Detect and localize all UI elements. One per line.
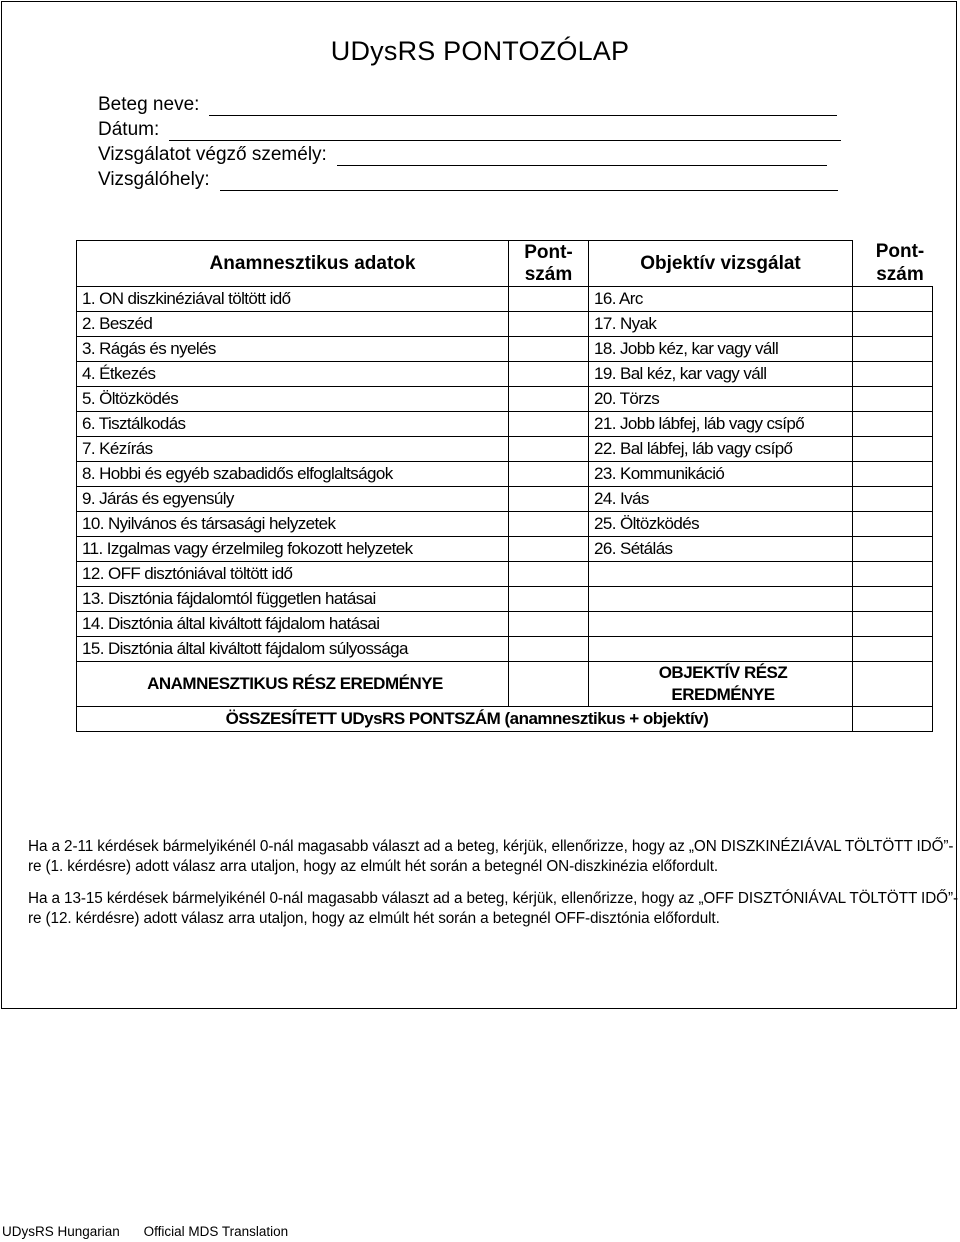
- objective-score-cell[interactable]: [853, 312, 933, 337]
- objective-header: Objektív vizsgálat: [589, 241, 853, 287]
- objective-item: [589, 587, 853, 612]
- examiner-row: [98, 144, 827, 166]
- anamnestic-item: 5. Öltözködés: [77, 387, 509, 412]
- total-score-cell[interactable]: [853, 707, 933, 732]
- anamnestic-item: 12. OFF disztóniával töltött idő: [77, 562, 509, 587]
- objective-item: 19. Bal kéz, kar vagy váll: [589, 362, 853, 387]
- location-label: Vizsgálóhely:: [98, 169, 210, 190]
- objective-item: 26. Sétálás: [589, 537, 853, 562]
- anamnestic-item: 7. Kézírás: [77, 437, 509, 462]
- anamnestic-score-cell[interactable]: [509, 287, 589, 312]
- table-row: [77, 562, 933, 587]
- location-field[interactable]: [220, 172, 838, 191]
- table-row: [77, 462, 933, 487]
- anamnestic-score-cell[interactable]: [509, 587, 589, 612]
- patient-name-row: [98, 94, 837, 116]
- anamnestic-item: 9. Járás és egyensúly: [77, 487, 509, 512]
- instructions: [28, 837, 958, 941]
- objective-score-cell: [853, 587, 933, 612]
- objective-score-cell[interactable]: [853, 462, 933, 487]
- objective-score-cell[interactable]: [853, 437, 933, 462]
- page-title: UDysRS PONTOZÓLAP: [330, 36, 630, 66]
- result-row: [77, 662, 933, 707]
- anamnestic-score-cell[interactable]: [509, 412, 589, 437]
- objective-points-header-line1: Pont-: [875, 241, 925, 262]
- objective-item: 22. Bal lábfej, láb vagy csípő: [589, 437, 853, 462]
- total-row: [77, 707, 933, 732]
- anamnestic-item: 10. Nyilvános és társasági helyzetek: [77, 512, 509, 537]
- objective-score-cell[interactable]: [853, 387, 933, 412]
- anamnestic-score-cell[interactable]: [509, 437, 589, 462]
- table-row: [77, 312, 933, 337]
- objective-points-header: [860, 240, 940, 286]
- location-row: [98, 169, 838, 191]
- anamnestic-points-header: [509, 241, 589, 287]
- objective-item: 16. Arc: [589, 287, 853, 312]
- objective-result-label: [589, 662, 853, 707]
- examiner-field[interactable]: [337, 147, 827, 166]
- date-row: [98, 119, 841, 141]
- anamnestic-score-cell[interactable]: [509, 637, 589, 662]
- table-header-row: [77, 241, 933, 287]
- anamnestic-header: Anamnesztikus adatok: [77, 241, 509, 287]
- objective-score-cell[interactable]: [853, 337, 933, 362]
- anamnestic-item: 8. Hobbi és egyéb szabadidős elfoglaltságok: [77, 462, 509, 487]
- anamnestic-item: 4. Étkezés: [77, 362, 509, 387]
- objective-score-cell: [853, 637, 933, 662]
- objective-score-cell[interactable]: [853, 412, 933, 437]
- objective-score-cell[interactable]: [853, 487, 933, 512]
- objective-score-cell[interactable]: [853, 537, 933, 562]
- footer: [2, 1224, 288, 1239]
- objective-item: 24. Ivás: [589, 487, 853, 512]
- anamnestic-item: 1. ON diszkinéziával töltött idő: [77, 287, 509, 312]
- anamnestic-item: 2. Beszéd: [77, 312, 509, 337]
- table-row: [77, 537, 933, 562]
- anamnestic-item: 6. Tisztálkodás: [77, 412, 509, 437]
- anamnestic-score-cell[interactable]: [509, 537, 589, 562]
- objective-points-header-line2: szám: [876, 264, 924, 285]
- anamnestic-score-cell[interactable]: [509, 312, 589, 337]
- objective-score-cell[interactable]: [853, 512, 933, 537]
- objective-result-score[interactable]: [853, 662, 933, 707]
- objective-item: [589, 637, 853, 662]
- table-row: [77, 637, 933, 662]
- anamnestic-item: 3. Rágás és nyelés: [77, 337, 509, 362]
- anamnestic-item: 15. Disztónia által kiváltott fájdalom súlyossága: [77, 637, 509, 662]
- anamnestic-score-cell[interactable]: [509, 387, 589, 412]
- objective-item: 17. Nyak: [589, 312, 853, 337]
- anamnestic-result-label: ANAMNESZTIKUS RÉSZ EREDMÉNYE: [77, 662, 509, 707]
- objective-score-cell[interactable]: [853, 362, 933, 387]
- anamnestic-score-cell[interactable]: [509, 612, 589, 637]
- table-row: [77, 512, 933, 537]
- table-row: [77, 287, 933, 312]
- date-field[interactable]: [169, 122, 841, 141]
- anamnestic-score-cell[interactable]: [509, 562, 589, 587]
- patient-name-field[interactable]: [209, 97, 837, 116]
- anamnestic-score-cell[interactable]: [509, 362, 589, 387]
- points-header-line2: szám: [524, 263, 573, 285]
- footer-left: UDysRS Hungarian: [2, 1224, 120, 1239]
- anamnestic-item: 13. Disztónia fájdalomtól független hatásai: [77, 587, 509, 612]
- objective-score-cell: [853, 562, 933, 587]
- anamnestic-item: 11. Izgalmas vagy érzelmileg fokozott helyzetek: [77, 537, 509, 562]
- total-score-label: ÖSSZESÍTETT UDysRS PONTSZÁM (anamnesztikus + objektív): [77, 707, 853, 732]
- objective-item: [589, 612, 853, 637]
- table-row: [77, 387, 933, 412]
- objective-item: 18. Jobb kéz, kar vagy váll: [589, 337, 853, 362]
- objective-item: 20. Törzs: [589, 387, 853, 412]
- anamnestic-score-cell[interactable]: [509, 337, 589, 362]
- anamnestic-score-cell[interactable]: [509, 512, 589, 537]
- table-row: [77, 362, 933, 387]
- objective-result-line1: OBJEKTÍV RÉSZ: [658, 663, 788, 682]
- objective-score-cell: [853, 612, 933, 637]
- anamnestic-score-cell[interactable]: [509, 487, 589, 512]
- examiner-label: Vizsgálatot végző személy:: [98, 144, 327, 165]
- score-table: [76, 240, 933, 732]
- table-row: [77, 412, 933, 437]
- objective-result-line2: EREDMÉNYE: [671, 685, 775, 704]
- instruction-note-2: Ha a 13-15 kérdések bármelyikénél 0-nál magasabb választ ad a beteg, kérjük, ellenőrizze, hogy az „OFF DISZTÓNIÁVAL TÖLTÖTT IDŐ”-re (12. kérdésre) adott válasz arra utaljon, hogy az elmúlt hét során a betegnél OFF-disztónia előfordult.: [28, 890, 958, 927]
- objective-item: 25. Öltözködés: [589, 512, 853, 537]
- table-row: [77, 587, 933, 612]
- objective-item: [589, 562, 853, 587]
- points-header-line1: Pont-: [524, 241, 573, 263]
- anamnestic-result-score[interactable]: [509, 662, 589, 707]
- anamnestic-item: 14. Disztónia által kiváltott fájdalom hatásai: [77, 612, 509, 637]
- anamnestic-score-cell[interactable]: [509, 462, 589, 487]
- table-row: [77, 612, 933, 637]
- footer-right: Official MDS Translation: [143, 1224, 289, 1239]
- patient-name-label: Beteg neve:: [98, 94, 200, 115]
- table-row: [77, 337, 933, 362]
- objective-score-cell[interactable]: [853, 287, 933, 312]
- table-row: [77, 437, 933, 462]
- table-row: [77, 487, 933, 512]
- objective-item: 21. Jobb lábfej, láb vagy csípő: [589, 412, 853, 437]
- date-label: Dátum:: [98, 119, 160, 140]
- instruction-note-1: Ha a 2-11 kérdések bármelyikénél 0-nál magasabb választ ad a beteg, kérjük, ellenőrizze, hogy az „ON DISZKINÉZIÁVAL TÖLTÖTT IDŐ”-re (1. kérdésre) adott válasz arra utaljon, hogy az elmúlt hét során a betegnél ON-diszkinézia előfordult.: [28, 838, 954, 875]
- objective-item: 23. Kommunikáció: [589, 462, 853, 487]
